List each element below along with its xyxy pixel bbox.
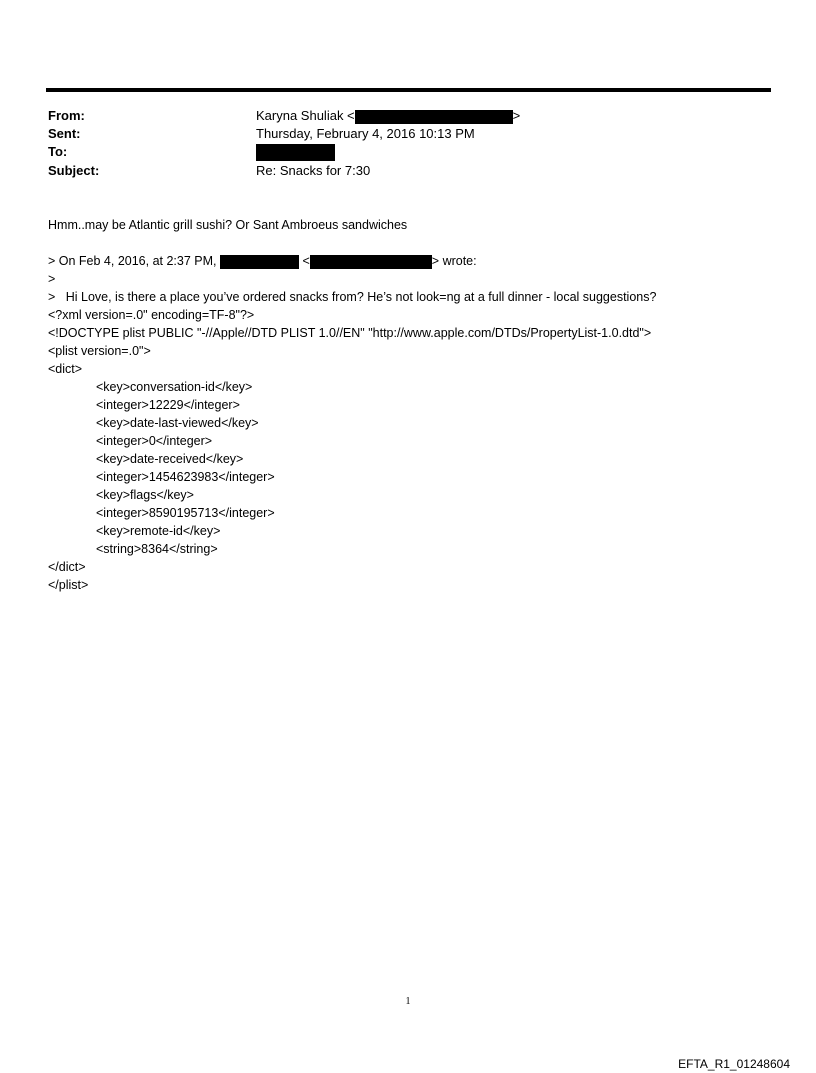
- dict-close: </dict>: [48, 560, 86, 574]
- dict-line: <integer>12229</integer>: [96, 398, 240, 412]
- xml-declaration: <?xml version=.0" encoding=TF-8"?>: [48, 308, 255, 322]
- redacted-sender-name: [220, 255, 299, 269]
- subject-label: Subject:: [48, 163, 100, 178]
- plist-close: </plist>: [48, 578, 89, 592]
- reply-text: Hmm..may be Atlantic grill sushi? Or Sant Ambroeus sandwiches: [48, 218, 408, 232]
- quote-blank: >: [48, 272, 56, 286]
- redacted-sender-email: [310, 255, 432, 269]
- quote-header: [48, 252, 477, 270]
- plist-open: <plist version=.0">: [48, 344, 151, 358]
- page-number: 1: [405, 996, 411, 1007]
- doctype-line: <!DOCTYPE plist PUBLIC "-//Apple//DTD PLIST 1.0//EN" "http://www.apple.com/DTDs/PropertyList-1.0.dtd">: [48, 326, 652, 340]
- quote-lt: <: [302, 254, 310, 268]
- dict-line: <key>date-last-viewed</key>: [96, 416, 259, 430]
- dict-line: <string>8364</string>: [96, 542, 218, 556]
- from-name: Karyna Shuliak <: [256, 108, 355, 123]
- dict-line: <integer>8590195713</integer>: [96, 506, 275, 520]
- dict-line: <key>flags</key>: [96, 488, 194, 502]
- quote-message: > Hi Love, is there a place you’ve ordered snacks from? He’s not look=ng at a full dinner - local suggestions?: [48, 290, 657, 304]
- from-label: From:: [48, 108, 85, 123]
- subject-value: Re: Snacks for 7:30: [256, 163, 371, 178]
- from-close: >: [512, 108, 521, 123]
- dict-line: <integer>0</integer>: [96, 434, 213, 448]
- from-value: [256, 107, 520, 125]
- to-label: To:: [48, 144, 68, 159]
- dict-open: <dict>: [48, 362, 83, 376]
- quote-wrote: > wrote:: [431, 254, 477, 268]
- to-value: [256, 143, 335, 161]
- sent-value: Thursday, February 4, 2016 10:13 PM: [256, 126, 475, 141]
- dict-line: <integer>1454623983</integer>: [96, 470, 275, 484]
- dict-line: <key>conversation-id</key>: [96, 380, 253, 394]
- header-rule: [46, 88, 771, 92]
- redacted-email: [355, 110, 513, 124]
- dict-line: <key>date-received</key>: [96, 452, 244, 466]
- document-id: EFTA_R1_01248604: [678, 1057, 790, 1071]
- redacted-recipient: [256, 144, 335, 161]
- sent-label: Sent:: [48, 126, 81, 141]
- quote-prefix: > On Feb 4, 2016, at 2:37 PM,: [48, 254, 217, 268]
- dict-line: <key>remote-id</key>: [96, 524, 221, 538]
